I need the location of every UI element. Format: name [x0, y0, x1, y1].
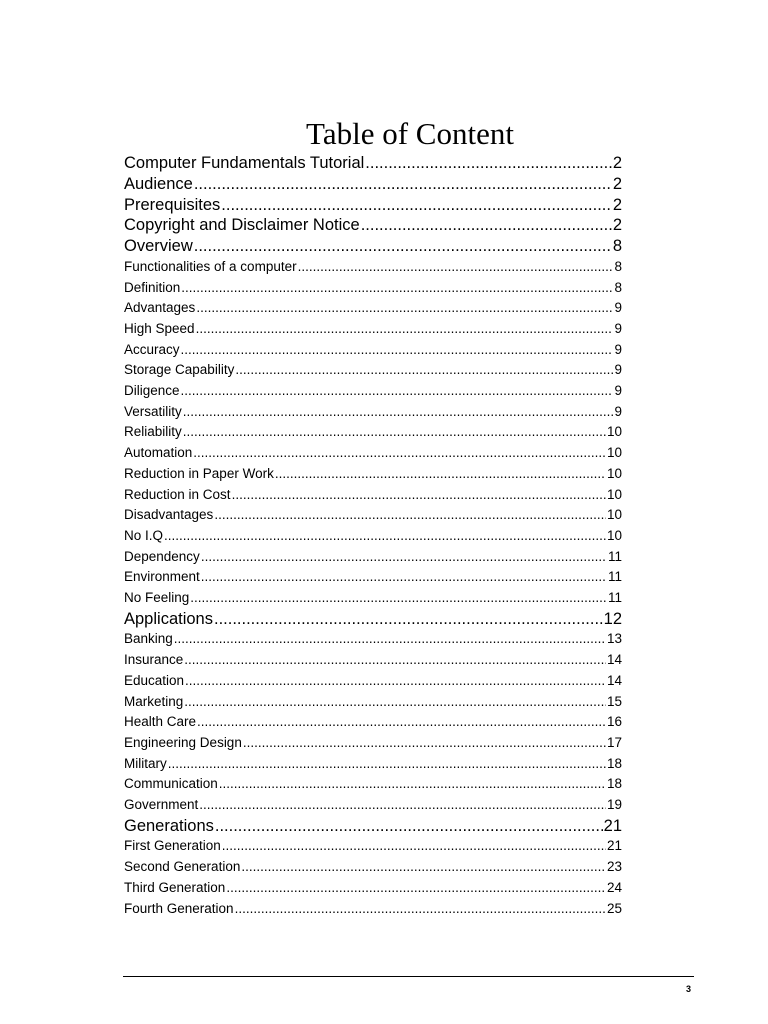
toc-entry[interactable]: [124, 381, 622, 402]
toc-entry-page: 9: [614, 403, 622, 419]
dot-leader: [235, 360, 613, 381]
toc-entry[interactable]: [124, 816, 622, 837]
dot-leader: [298, 257, 614, 278]
toc-entry-label: First Generation: [124, 838, 221, 854]
toc-entry[interactable]: [124, 754, 622, 775]
dot-leader: [194, 236, 612, 257]
toc-entry-page: 2: [612, 174, 622, 193]
toc-entry[interactable]: [124, 360, 622, 381]
dot-leader: [215, 816, 603, 837]
toc-entry-label: Dependency: [124, 548, 200, 564]
toc-entry[interactable]: [124, 836, 622, 857]
toc-entry-label: Computer Fundamentals Tutorial: [124, 154, 365, 172]
dot-leader: [196, 298, 613, 319]
toc-entry-page: 10: [606, 445, 622, 461]
dot-leader: [214, 609, 603, 630]
toc-entry[interactable]: [124, 857, 622, 878]
dot-leader: [221, 195, 612, 216]
dot-leader: [193, 443, 606, 464]
page-number: 3: [686, 984, 692, 994]
toc-entry[interactable]: [124, 485, 622, 506]
toc-entry-page: 13: [606, 631, 622, 647]
toc-entry-page: 8: [612, 237, 622, 256]
toc-entry-label: Prerequisites: [124, 195, 221, 214]
footer-divider: [123, 976, 694, 977]
toc-entry-label: Education: [124, 672, 185, 688]
dot-leader: [181, 381, 614, 402]
toc-entry[interactable]: [124, 629, 622, 650]
toc-entry[interactable]: [124, 567, 622, 588]
toc-entry-page: 11: [607, 569, 622, 585]
dot-leader: [183, 422, 606, 443]
toc-entry-label: Reduction in Cost: [124, 486, 231, 502]
toc-entry[interactable]: [124, 774, 622, 795]
toc-entry-label: Applications: [124, 609, 213, 628]
toc-entry-page: 10: [606, 486, 622, 502]
dot-leader: [361, 215, 612, 236]
dot-leader: [164, 526, 606, 547]
toc-entry-page: 11: [607, 548, 622, 564]
dot-leader: [365, 153, 612, 174]
toc-entry-page: 9: [614, 341, 622, 357]
toc-entry-label: Fourth Generation: [124, 900, 234, 916]
dot-leader: [241, 857, 606, 878]
toc-entry[interactable]: [124, 257, 622, 278]
toc-entry-page: 12: [603, 609, 622, 628]
toc-entry[interactable]: [124, 319, 622, 340]
toc-entry[interactable]: [124, 795, 622, 816]
dot-leader: [222, 836, 606, 857]
toc-entry[interactable]: [124, 547, 622, 568]
toc-entry[interactable]: [124, 733, 622, 754]
toc-entry-page: 17: [606, 734, 622, 750]
dot-leader: [174, 629, 606, 650]
toc-entry[interactable]: [124, 588, 622, 609]
toc-entry-label: Marketing: [124, 693, 184, 709]
dot-leader: [214, 505, 606, 526]
dot-leader: [181, 340, 614, 361]
dot-leader: [196, 319, 614, 340]
dot-leader: [199, 795, 606, 816]
page-title: Table of Content: [306, 116, 514, 151]
toc-entry-label: Second Generation: [124, 859, 241, 875]
toc-entry[interactable]: [124, 505, 622, 526]
toc-entry-page: 18: [606, 755, 622, 771]
toc-entry-page: 2: [612, 195, 622, 214]
toc-entry[interactable]: [124, 464, 622, 485]
dot-leader: [201, 567, 607, 588]
toc-entry-label: Automation: [124, 445, 193, 461]
toc-entry-label: High Speed: [124, 321, 195, 337]
toc-entry-label: Insurance: [124, 652, 184, 668]
dot-leader: [235, 899, 606, 920]
toc-entry-label: Reduction in Paper Work: [124, 465, 274, 481]
toc-entry-page: 10: [606, 424, 622, 440]
toc-entry-label: Versatility: [124, 403, 182, 419]
toc-entry-page: 8: [614, 258, 622, 274]
dot-leader: [219, 774, 606, 795]
dot-leader: [201, 547, 607, 568]
toc-entry-page: 9: [614, 300, 622, 316]
toc-entry[interactable]: [124, 692, 622, 713]
toc-entry-label: Definition: [124, 279, 181, 295]
toc-entry-label: No Feeling: [124, 589, 190, 605]
toc-entry-page: 15: [606, 693, 622, 709]
toc-entry-label: Banking: [124, 631, 173, 647]
dot-leader: [226, 878, 606, 899]
dot-leader: [183, 402, 614, 423]
dot-leader: [181, 278, 613, 299]
toc-entry-label: Advantages: [124, 300, 196, 316]
dot-leader: [184, 692, 606, 713]
toc-entry-page: 21: [603, 816, 622, 835]
toc-entry[interactable]: [124, 899, 622, 920]
dot-leader: [275, 464, 606, 485]
toc-entry[interactable]: [124, 236, 622, 257]
toc-entry-page: 9: [614, 362, 622, 378]
toc-entry-page: 9: [614, 383, 622, 399]
toc-entry[interactable]: [124, 215, 622, 236]
toc-entry-page: 9: [614, 321, 622, 337]
toc-entry-page: 14: [606, 652, 622, 668]
dot-leader: [168, 754, 606, 775]
toc-entry-page: 21: [606, 838, 622, 854]
toc-entry-label: Third Generation: [124, 879, 226, 895]
toc-entry-label: Disadvantages: [124, 507, 214, 523]
toc-entry-page: 23: [606, 859, 622, 875]
toc-entry-label: Government: [124, 796, 199, 812]
toc-entry[interactable]: [124, 650, 622, 671]
toc-entry-label: Diligence: [124, 383, 180, 399]
toc-entry-page: 10: [606, 527, 622, 543]
toc-entry-page: 24: [606, 879, 622, 895]
toc-entry-label: Environment: [124, 569, 200, 585]
dot-leader: [190, 588, 607, 609]
dot-leader: [184, 650, 606, 671]
toc-entry-label: Copyright and Disclaimer Notice: [124, 216, 360, 235]
toc-entry[interactable]: [124, 443, 622, 464]
toc-entry-label: No I.Q: [124, 527, 164, 543]
toc-entry-label: Storage Capability: [124, 362, 235, 378]
toc-entry-label: Generations: [124, 816, 214, 835]
dot-leader: [232, 485, 606, 506]
toc-entry-label: Military: [124, 755, 167, 771]
dot-leader: [185, 671, 606, 692]
toc-entry-page: 2: [612, 216, 622, 235]
toc-entry[interactable]: [124, 671, 622, 692]
toc-entry-page: 16: [606, 714, 622, 730]
toc-entry-label: Functionalities of a computer: [124, 258, 297, 274]
toc-entry[interactable]: [124, 609, 622, 630]
toc-entry[interactable]: [124, 422, 622, 443]
toc-entry[interactable]: [124, 340, 622, 361]
toc-entry[interactable]: [124, 153, 622, 174]
toc-entry-label: Overview: [124, 237, 193, 256]
toc-entry-label: Engineering Design: [124, 734, 242, 750]
toc-entry-label: Health Care: [124, 714, 197, 730]
dot-leader: [197, 712, 606, 733]
toc-entry-page: 10: [606, 507, 622, 523]
toc-entry-page: 19: [606, 796, 622, 812]
dot-leader: [194, 174, 612, 195]
toc-entry-page: 2: [612, 154, 622, 172]
toc-entry[interactable]: [124, 298, 622, 319]
toc-entry-label: Audience: [124, 174, 193, 193]
toc-entry-page: 10: [606, 465, 622, 481]
toc-entry-page: 8: [614, 279, 622, 295]
toc-entry-label: Reliability: [124, 424, 182, 440]
toc-entry[interactable]: [124, 526, 622, 547]
dot-leader: [243, 733, 606, 754]
toc-entry[interactable]: [124, 195, 622, 216]
toc-entry-label: Accuracy: [124, 341, 180, 357]
toc-entry-page: 18: [606, 776, 622, 792]
toc-entry[interactable]: [124, 278, 622, 299]
toc-entry[interactable]: [124, 174, 622, 195]
toc-entry-page: 11: [607, 589, 622, 605]
toc-entry-page: 14: [606, 672, 622, 688]
table-of-contents: [124, 153, 622, 919]
toc-entry[interactable]: [124, 402, 622, 423]
toc-entry[interactable]: [124, 878, 622, 899]
toc-entry-page: 25: [606, 900, 622, 916]
toc-entry[interactable]: [124, 712, 622, 733]
toc-entry-label: Communication: [124, 776, 218, 792]
